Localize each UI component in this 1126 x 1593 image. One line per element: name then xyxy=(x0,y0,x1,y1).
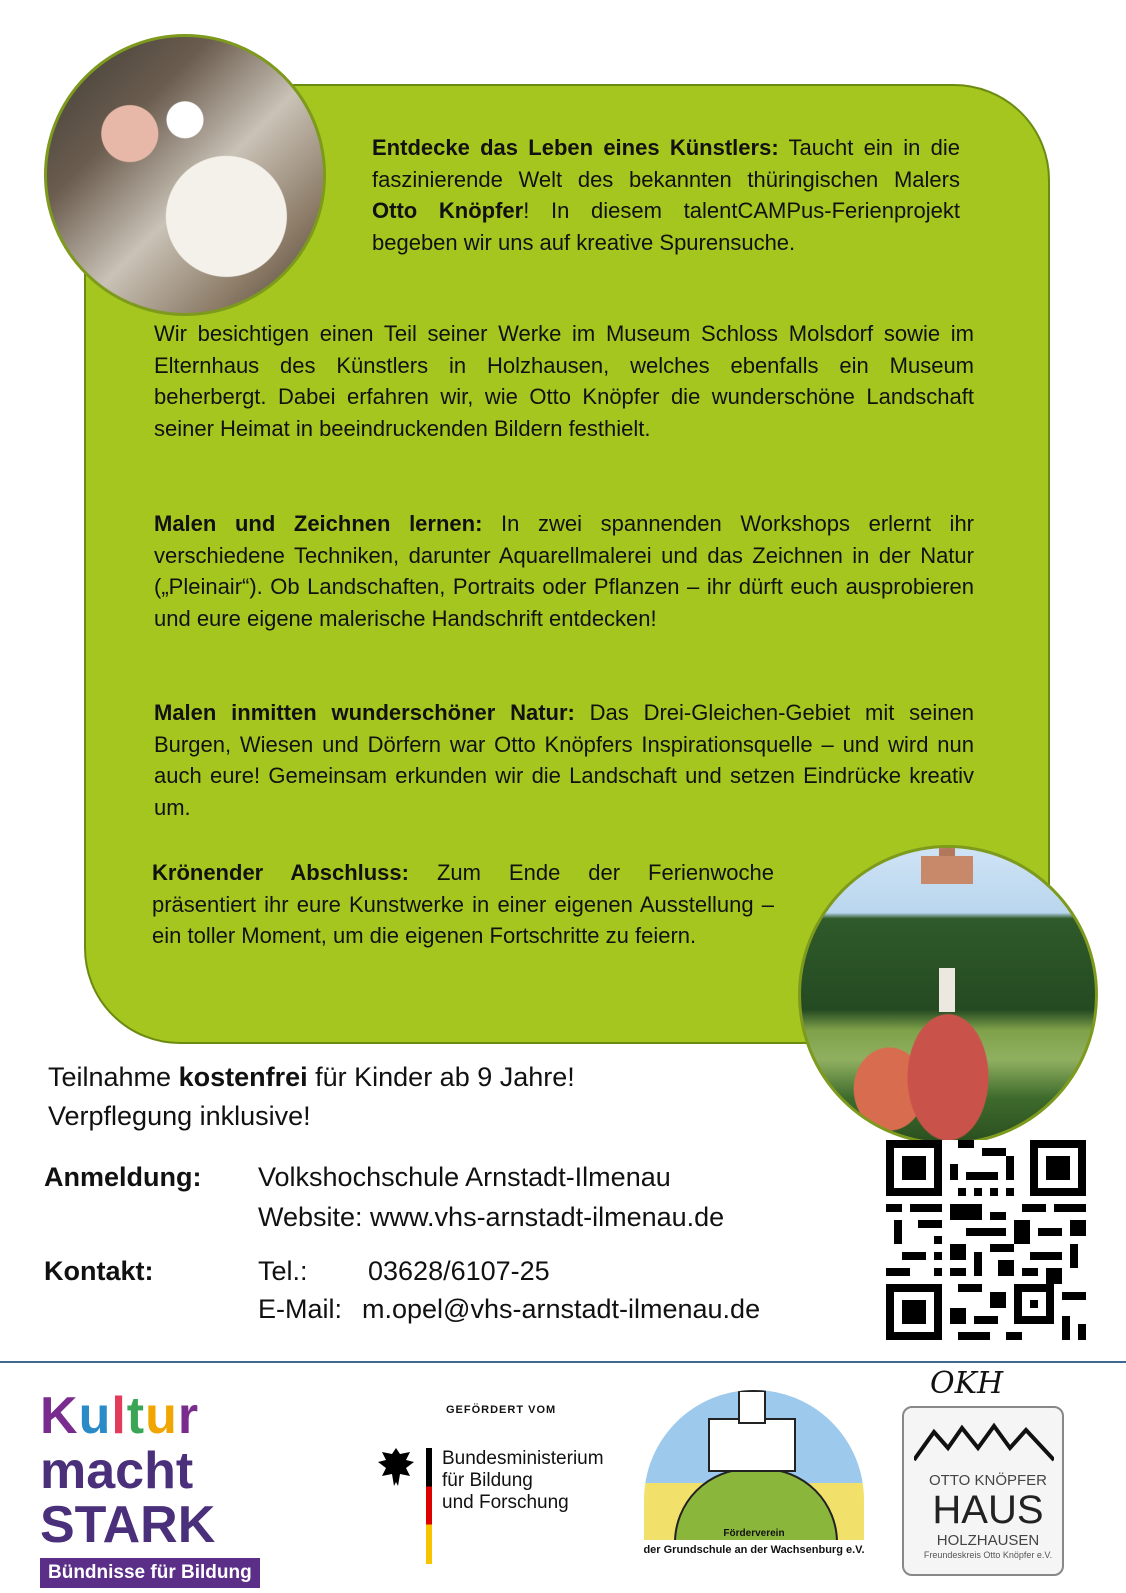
okh-line2: HAUS xyxy=(932,1488,1044,1532)
nature-heading: Malen inmitten wunderschöner Natur: xyxy=(154,700,575,725)
intro-text-a: Taucht ein in die faszinierende Welt des bekannten thüringischen Malers xyxy=(372,135,960,192)
bmbf-line2: für Bildung xyxy=(442,1470,533,1491)
okh-line1: OTTO KNÖPFER xyxy=(928,1472,1048,1489)
otto-knoepfer-haus-logo xyxy=(900,1366,1068,1580)
contact-label: Kontakt: xyxy=(44,1256,154,1286)
registration-website[interactable]: Website: www.vhs-arnstadt-ilmenau.de xyxy=(258,1202,725,1232)
painting-workshop-photo xyxy=(44,34,326,316)
bmbf-line3: und Forschung xyxy=(442,1492,569,1513)
intro-paragraph xyxy=(372,132,960,258)
participation-info xyxy=(48,1058,575,1136)
registration-label: Anmeldung: xyxy=(44,1162,202,1192)
bmbf-logo xyxy=(376,1404,636,1574)
finale-heading: Krönender Abschluss: xyxy=(152,860,409,885)
finale-text: Zum Ende der Ferienwoche präsentiert ihr eure Kunstwerke in einer eigenen Ausstellung – ein toller Moment, um die eigenen Fortschritte zu feiern. xyxy=(152,860,774,948)
okh-signature: OKH xyxy=(930,1366,1004,1401)
verein-line2: der Grundschule an der Wachsenburg e.V. xyxy=(643,1544,865,1556)
federal-eagle-icon xyxy=(376,1446,416,1490)
intro-heading: Entdecke das Leben eines Künstlers: xyxy=(372,135,779,160)
kultur-letter: u xyxy=(145,1387,178,1445)
macht-stark-wordmark: macht STARK xyxy=(40,1442,216,1554)
verein-line1: Förderverein xyxy=(723,1528,785,1539)
bmbf-name xyxy=(442,1448,604,1514)
kultur-letter: u xyxy=(78,1387,112,1445)
participation-line2: Verpflegung inklusive! xyxy=(48,1101,311,1131)
kultur-wordmark xyxy=(40,1388,330,1444)
contact-tel[interactable]: 03628/6107-25 xyxy=(368,1256,550,1286)
workshop-paragraph xyxy=(154,508,974,634)
workshop-heading: Malen und Zeichnen lernen: xyxy=(154,511,483,536)
painter-name: Otto Knöpfer xyxy=(372,198,524,223)
contact-tel-label: Tel.: xyxy=(258,1256,308,1286)
kultur-letter: t xyxy=(126,1387,146,1445)
foerderverein-logo xyxy=(634,1372,874,1572)
mountain-roof-icon xyxy=(914,1422,1054,1462)
participation-line1 xyxy=(48,1058,575,1097)
castle-shape xyxy=(921,856,973,884)
buendnisse-bar: Bündnisse für Bildung xyxy=(40,1558,260,1588)
participation-suffix: für Kinder ab 9 Jahre! xyxy=(307,1062,575,1092)
kultur-macht-stark-logo xyxy=(40,1387,330,1583)
kultur-letter: K xyxy=(40,1387,79,1445)
okh-line3: HOLZHAUSEN xyxy=(936,1532,1040,1549)
contact-email[interactable]: m.opel@vhs-arnstadt-ilmenau.de xyxy=(362,1294,761,1324)
participation-prefix: Teilnahme xyxy=(48,1062,179,1092)
intro-text-b: ! In diesem talentCAMPus-Ferienprojekt begeben wir uns auf kreative Spurensuche. xyxy=(372,198,960,255)
finale-paragraph xyxy=(152,857,774,952)
okh-line4: Freundeskreis Otto Knöpfer e.V. xyxy=(923,1550,1053,1560)
registration-org: Volkshochschule Arnstadt-Ilmenau xyxy=(258,1162,671,1192)
verein-castle-shape xyxy=(708,1418,796,1472)
kultur-letter: r xyxy=(177,1387,200,1445)
nature-text: Das Drei-Gleichen-Gebiet mit seinen Burgen, Wiesen und Dörfern war Otto Knöpfers Inspirationsquelle – und wird nun auch eure! Gemeinsam erkunden wir die Landschaft und setzen Eindrücke kreativ um. xyxy=(154,700,974,820)
verein-emblem xyxy=(644,1390,864,1540)
contact-email-label: E-Mail: xyxy=(258,1294,343,1324)
museum-paragraph: Wir besichtigen einen Teil seiner Werke im Museum Schloss Molsdorf sowie im Elternhaus des Künstlers in Holzhausen, welches ebenfalls ein Museum beherbergt. Dabei erfahren wir, wie Otto Knöpfer die wunderschöne Landschaft seiner Heimat in beeindruckenden Bildern festhielt. xyxy=(154,321,974,441)
footer-divider xyxy=(0,1361,1126,1363)
qr-code[interactable] xyxy=(886,1140,1086,1340)
workshop-text: In zwei spannenden Workshops erlernt ihr verschiedene Techniken, darunter Aquarellmalerei und das Zeichnen in der Natur („Pleinair“). Ob Landschaften, Portraits oder Pflanzen – ihr dürft euch ausprobieren und eure eigene malerische Handschrift entdecken! xyxy=(154,511,975,631)
participation-emphasis: kostenfrei xyxy=(178,1062,308,1092)
church-tower-shape xyxy=(939,968,955,1012)
nature-paragraph xyxy=(154,697,974,823)
bmbf-funded-by: GEFÖRDERT VOM xyxy=(446,1404,557,1416)
bmbf-line1: Bundesministerium xyxy=(442,1448,604,1469)
castle-landscape-photo xyxy=(798,845,1098,1145)
okh-house-shape xyxy=(902,1406,1064,1576)
kultur-letter: l xyxy=(111,1387,127,1445)
german-flag-bar xyxy=(426,1448,432,1564)
verein-tower-shape xyxy=(738,1390,766,1424)
